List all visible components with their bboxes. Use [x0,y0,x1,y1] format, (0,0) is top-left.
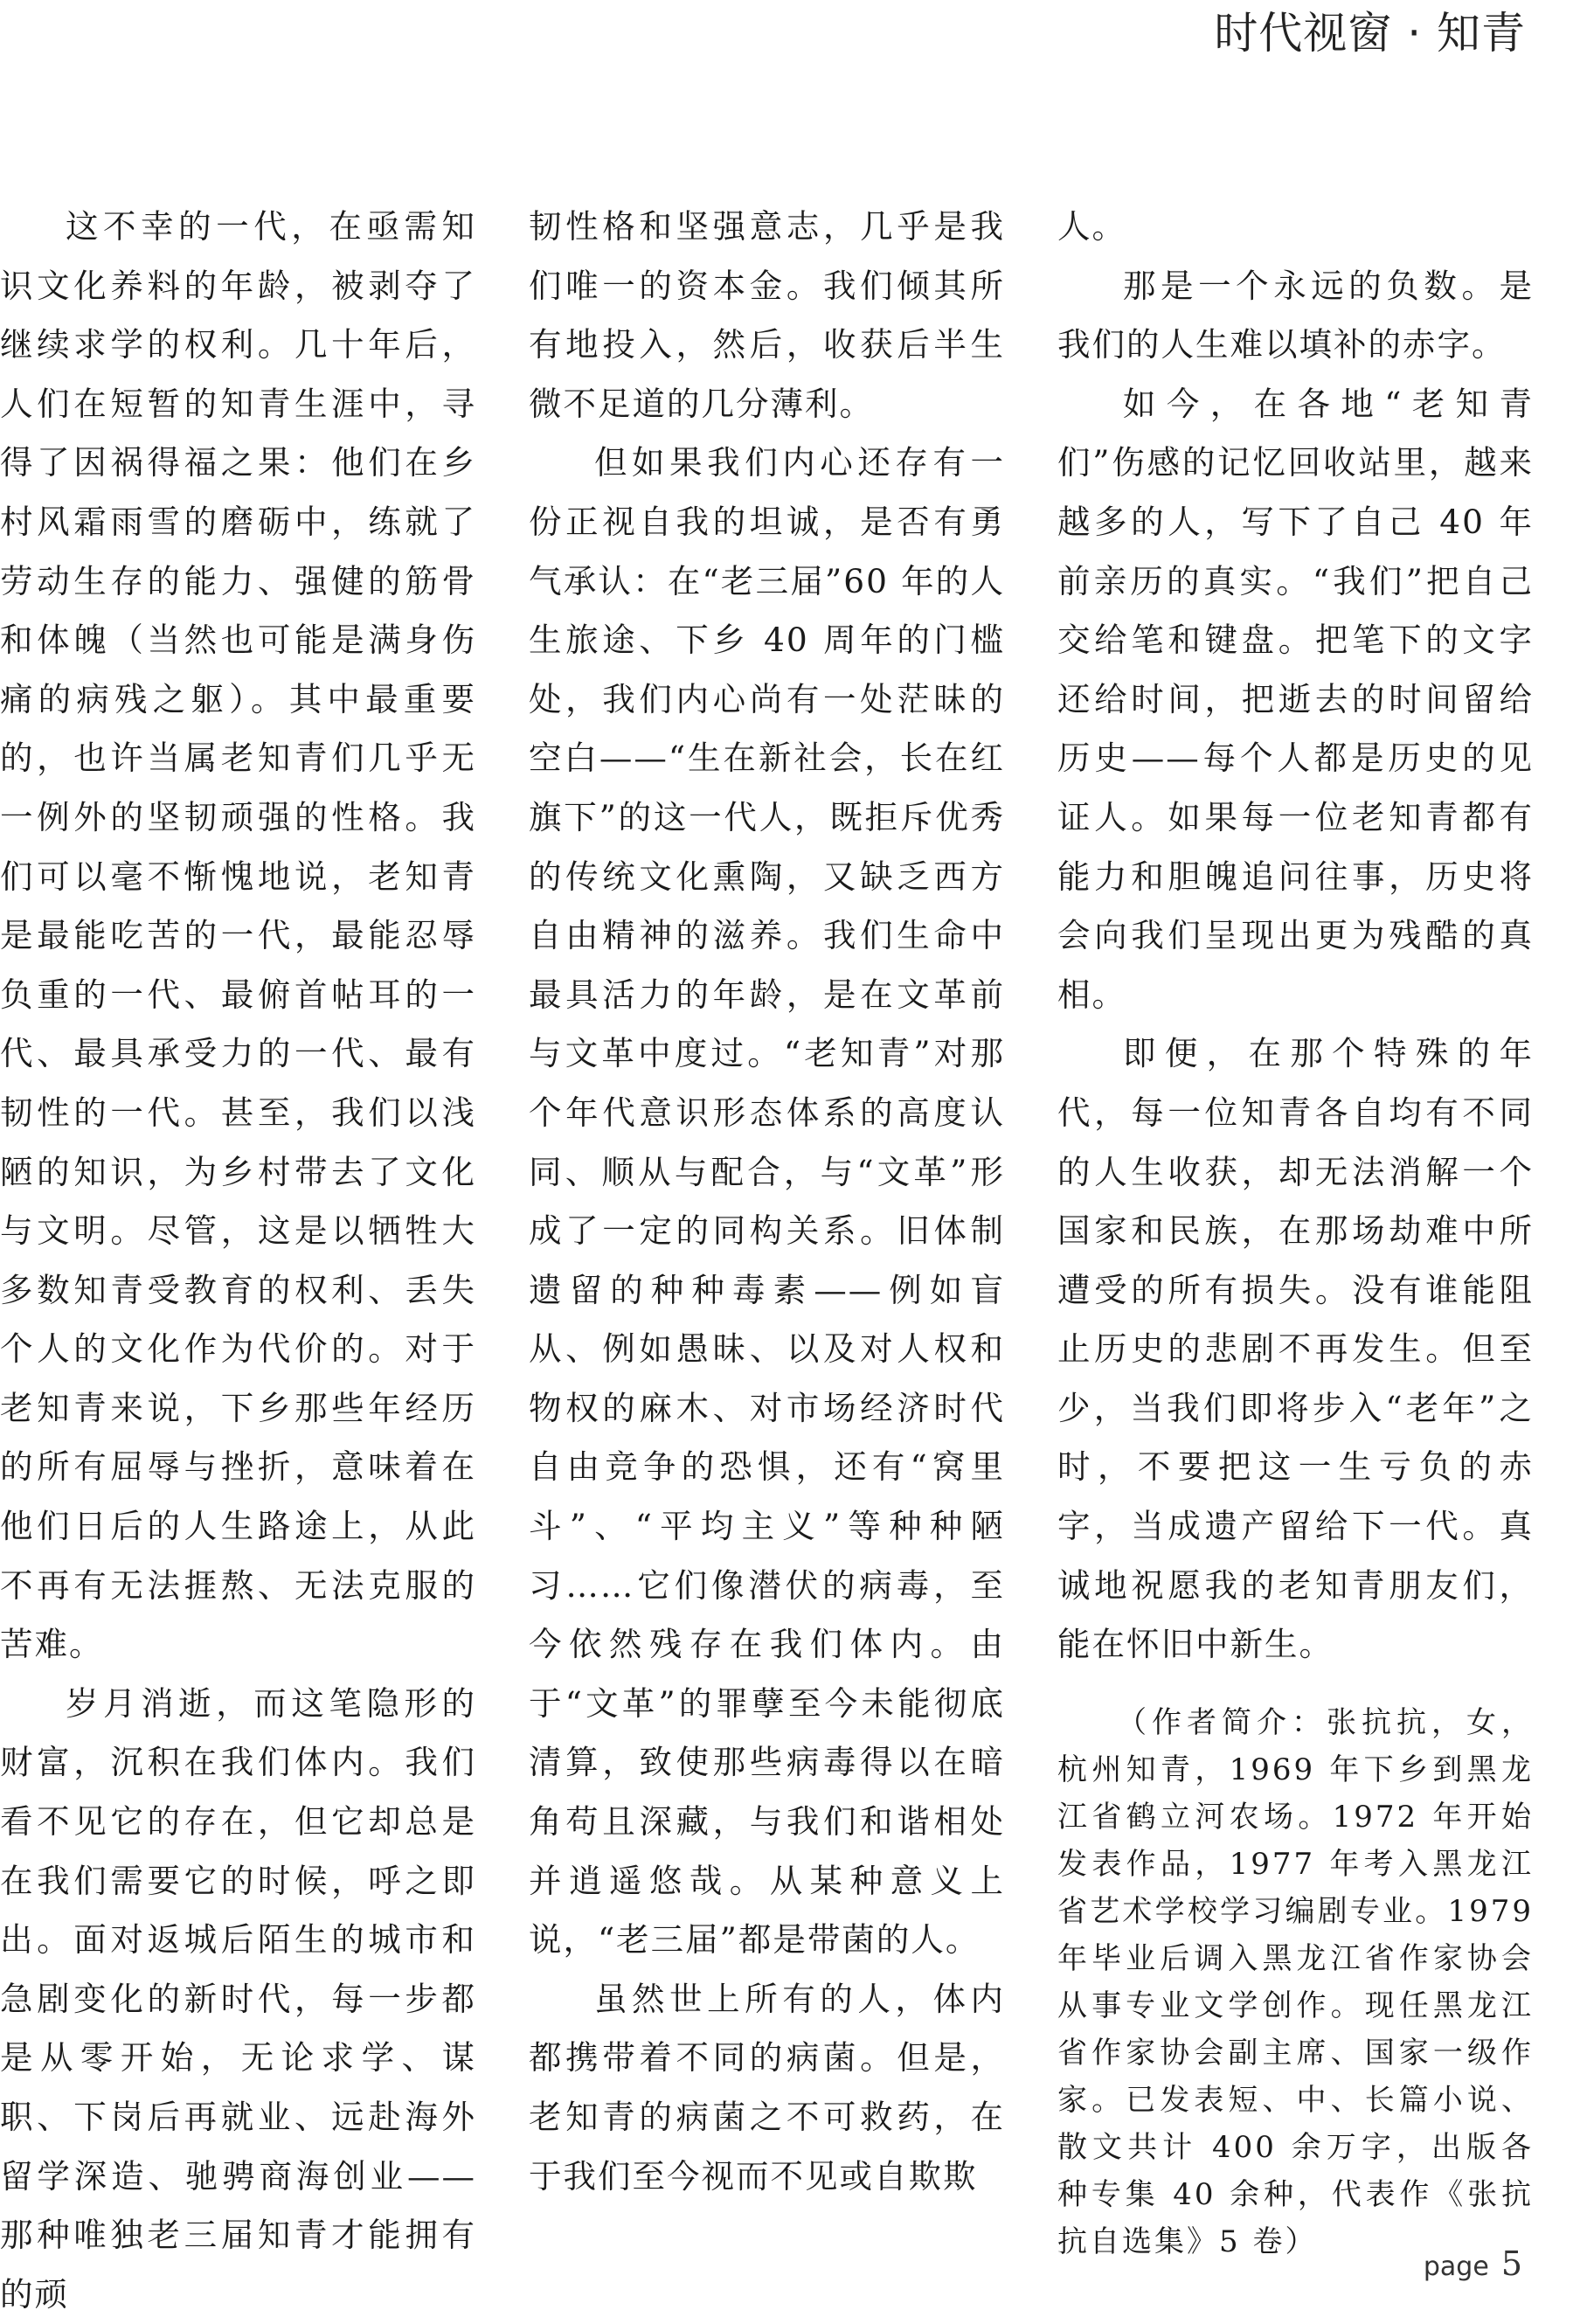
paragraph: 但如果我们内心还存有一份正视自我的坦诚，是否有勇气承认：在“老三届”60 年的人生旅途、下乡 40 周年的门槛处，我们内心尚有一处茫昧的空白——“生在新社会，长在红旗下”的这一代人，既拒斥优秀的传统文化熏陶，又缺乏西方自由精神的滋养。我们生命中最具活力的年龄，是在文革前与文革中度过。“老知青”对那个年代意识形态体系的高度认同、顺从与配合，与“文革”形成了一定的同构关系。旧体制遗留的种种毒素——例如盲从、例如愚昧、以及对人权和物权的麻木、对市场经济时代自由竞争的恐惧，还有“窝里斗”、“平均主义”等种种陋习……它们像潜伏的病毒，至今依然残存在我们体内。由于“文革”的罪孽至今未能彻底清算，致使那些病毒得以在暗角苟且深藏，与我们和谐相处并逍遥悠哉。从某种意义上说，“老三届”都是带菌的人。 [529,443,1005,1960]
page-label: page [1423,2251,1489,2282]
article-column-1 [0,198,476,2324]
article-column-2 [529,198,1005,2206]
paragraph: 那是一个永远的负数。是我们的人生难以填补的赤字。 [1057,266,1534,364]
paragraph: 岁月消逝，而这笔隐形的财富，沉积在我们体内。我们看不见它的存在，但它却总是在我们需要它的时候，呼之即出。面对返城后陌生的城市和急剧变化的新时代，每一步都是从零开始，无论求学、谋职、下岗后再就业、远赴海外留学深造、驰骋商海创业——那种唯独老三届知青才能拥有的顽 [0,1683,476,2314]
paragraph-continued: 韧性格和坚强意志，几乎是我们唯一的资本金。我们倾其所有地投入，然后，收获后半生微不足道的几分薄利。 [529,207,1005,423]
paragraph: 即便，在那个特殊的年代，每一位知青各自均有不同的人生收获，却无法消解一个国家和民族，在那场劫难中所遭受的所有损失。没有谁能阻止历史的悲剧不再发生。但至少，当我们即将步入“老年”之时，不要把这一生亏负的赤字，当成遗产留给下一代。真诚地祝愿我的老知青朋友们，能在怀旧中新生。 [1057,1034,1534,1664]
page-number: 5 [1500,2244,1522,2283]
paragraph: 如今，在各地“老知青们”伤感的记忆回收站里，越来越多的人，写下了自己 40 年前亲历的真实。“我们”把自己交给笔和键盘。把笔下的文字还给时间，把逝去的时间留给历史——每个人都是历史的见证人。如果每一位老知青都有能力和胆魄追问往事，历史将会向我们呈现出更为残酷的真相。 [1057,384,1534,1014]
paragraph-continued: 人。 [1057,207,1126,246]
paragraph: 虽然世上所有的人，体内都携带着不同的病菌。但是，老知青的病菌之不可救药，在于我们至今视而不见或自欺欺 [529,1979,1005,2196]
paragraph: 这不幸的一代，在亟需知识文化养料的年龄，被剥夺了继续求学的权利。几十年后，人们在短暂的知青生涯中，寻得了因祸得福之果：他们在乡村风霜雨雪的磨砺中，练就了劳动生存的能力、强健的筋骨和体魄（当然也可能是满身伤痛的病残之躯）。其中最重要的，也许当属老知青们几乎无一例外的坚韧顽强的性格。我们可以毫不惭愧地说，老知青是最能吃苦的一代，最能忍辱负重的一代、最俯首帖耳的一代、最具承受力的一代、最有韧性的一代。甚至，我们以浅陋的知识，为乡村带去了文化与文明。尽管，这是以牺牲大多数知青受教育的权利、丢失个人的文化作为代价的。对于老知青来说，下乡那些年经历的所有屈辱与挫折，意味着在他们日后的人生路途上，从此不再有无法捱熬、无法克服的苦难。 [0,207,476,1664]
article-column-3 [1057,198,1534,2265]
page-footer [1424,2244,1522,2283]
author-bio: （作者简介：张抗抗，女，杭州知青，1969 年下乡到黑龙江省鹤立河农场。1972 年开始发表作品，1977 年考入黑龙江省艺术学校学习编剧专业。1979 年毕业后调入黑龙江省作家协会从事专业文学创作。现任黑龙江省作家协会副主席、国家一级作家。已发表短、中、长篇小说、散文共计 400 余万字，出版各种专集 40 余种，代表作《张抗抗自选集》5 卷） [1057,1704,1534,2259]
section-header: 时代视窗 · 知青 [1214,8,1526,59]
